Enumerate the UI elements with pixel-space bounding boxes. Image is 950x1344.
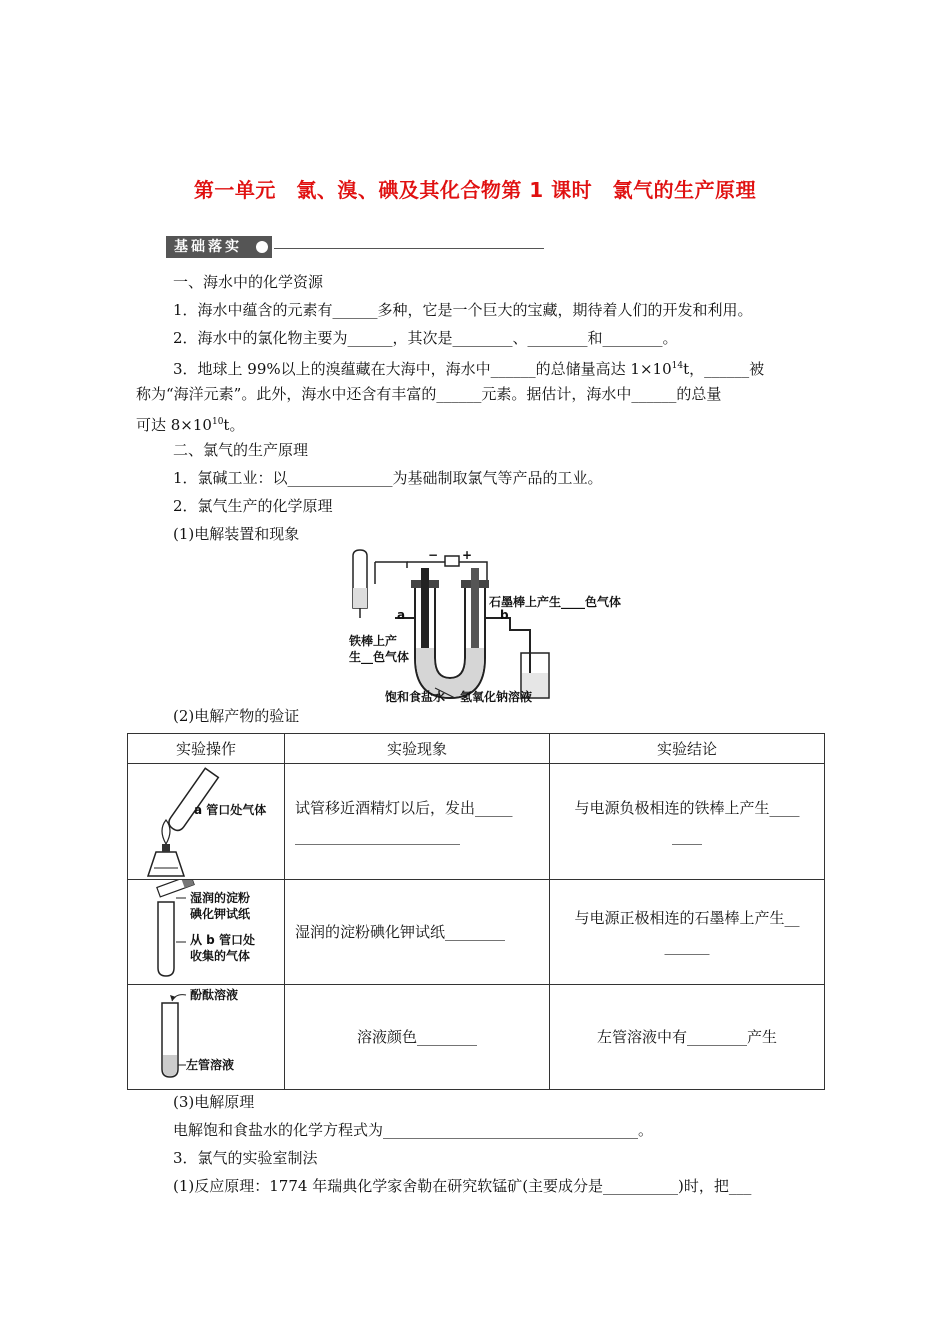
- section2-heading: 二、氯气的生产原理: [173, 441, 309, 459]
- header-phenomenon: 实验现象: [285, 734, 550, 764]
- table-row: [128, 880, 825, 985]
- section2-sub1: (1)电解装置和现象: [173, 525, 300, 543]
- item3-line3-exponent: 10: [211, 417, 224, 427]
- section2-item3: 3．氯气的实验室制法: [173, 1149, 318, 1167]
- item3-text-a: 3．地球上 99%以上的溴蕴藏在大海中，海水中______的总储量高达 1×10: [173, 360, 672, 378]
- section1-item3-line1: [173, 356, 764, 379]
- brine-label: 饱和食盐水: [385, 690, 446, 704]
- section2-item2: 2．氯气生产的化学原理: [173, 497, 333, 515]
- phenomenon-cell: [285, 764, 550, 880]
- phenomenon-text: 试管移近酒精灯以后，发出_____ ______________________: [295, 798, 513, 845]
- naoh-label: 氢氧化钠溶液: [460, 690, 533, 704]
- minus-sign: −: [428, 548, 439, 562]
- operation-cell: [128, 880, 285, 985]
- alcohol-lamp-test-tube-icon: [128, 764, 285, 879]
- label-b: b: [500, 608, 509, 622]
- section1-heading: 一、海水中的化学资源: [173, 273, 324, 291]
- item3-line3-b: t。: [223, 416, 245, 434]
- operation-cell: [128, 764, 285, 880]
- item3-text-b: t，______被: [683, 360, 765, 378]
- badge-divider: [274, 248, 544, 249]
- section2-sub3: (3)电解原理: [173, 1093, 255, 1111]
- badge-label: 基础落实: [166, 236, 272, 258]
- equation-line: 电解饱和食盐水的化学方程式为__________________________________。: [173, 1121, 654, 1139]
- section1-item1: 1．海水中蕴含的元素有______多种，它是一个巨大的宝藏，期待着人们的开发和利用。: [173, 301, 753, 319]
- electrolysis-apparatus-drawing: [335, 548, 635, 710]
- table-row: [128, 764, 825, 880]
- section1-item3-line2: 称为“海洋元素”。此外，海水中还含有丰富的______元素。据估计，海水中______的总量: [136, 385, 722, 403]
- pic-label-starch: 湿润的淀粉: [190, 891, 251, 905]
- phenomenon-cell: [285, 880, 550, 985]
- pic-label-left-tube: 左管溶液: [186, 1058, 235, 1072]
- label-a: a: [397, 608, 406, 622]
- section2-item1: 1．氯碱工业：以______________为基础制取氯气等产品的工业。: [173, 469, 603, 487]
- conclusion-cell: [550, 880, 825, 985]
- conclusion-cell: [550, 764, 825, 880]
- reaction-principle-line: (1)反应原理：1774 年瑞典化学家舍勒在研究软锰矿(主要成分是__________)时，把___: [173, 1177, 752, 1195]
- conclusion-text: 左管溶液中有________产生: [596, 1028, 777, 1046]
- operation-cell: [128, 985, 285, 1090]
- phenomenon-text: 湿润的淀粉碘化钾试纸________: [295, 923, 506, 941]
- section2-sub2: (2)电解产物的验证: [173, 707, 300, 725]
- section1-item2: 2．海水中的氯化物主要为______，其次是________、________和________。: [173, 329, 678, 347]
- header-operation: 实验操作: [128, 734, 285, 764]
- conclusion-text: 与电源正极相连的石墨棒上产生__ ______: [574, 909, 800, 955]
- table-row: [128, 985, 825, 1090]
- pic-label-phenolphthalein: 酚酞溶液: [190, 988, 239, 1002]
- pic-label-a-gas: a 管口处气体: [194, 803, 267, 817]
- conclusion-text: 与电源负极相连的铁棒上产生____ ____: [574, 798, 800, 845]
- plus-sign: +: [462, 548, 473, 562]
- electrolysis-apparatus-figure: [335, 548, 635, 710]
- header-conclusion: 实验结论: [550, 734, 825, 764]
- item3-line3-a: 可达 8×10: [136, 416, 212, 434]
- item3-exponent: 14: [671, 361, 684, 371]
- badge-dot-icon: [256, 241, 268, 253]
- iron-label-1: 铁棒上产: [349, 634, 398, 648]
- section1-item3-line3: [136, 412, 244, 435]
- table-header-row: [128, 734, 825, 764]
- verification-table: [127, 733, 825, 1090]
- phenomenon-text: 溶液颜色________: [356, 1028, 477, 1046]
- iron-label-2: 生__色气体: [349, 650, 410, 664]
- page-title: 第一单元 氯、溴、碘及其化合物第 1 课时 氯气的生产原理: [193, 178, 757, 202]
- pic-label-gas: 收集的气体: [190, 949, 251, 963]
- pic-label-ki: 碘化钾试纸: [190, 907, 251, 921]
- graphite-label: 石墨棒上产生____色气体: [489, 595, 622, 609]
- conclusion-cell: [550, 985, 825, 1090]
- phenomenon-cell: [285, 985, 550, 1090]
- pic-label-from-b: 从 b 管口处: [190, 933, 255, 947]
